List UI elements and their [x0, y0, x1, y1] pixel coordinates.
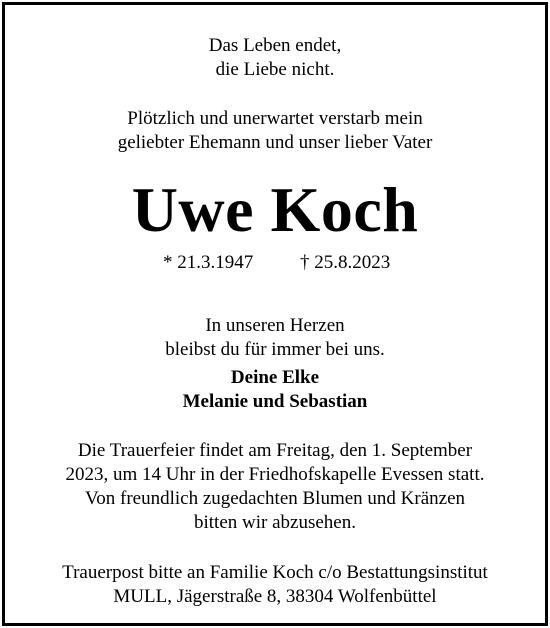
funeral-line-2: 2023, um 14 Uhr in der Friedhofskapelle Evessen statt.: [65, 464, 485, 485]
remembrance-line-1: In unseren Herzen: [205, 315, 345, 336]
intro-line-1: Plötzlich und unerwartet verstarb mein: [127, 108, 423, 129]
deceased-name: Uwe Koch: [131, 174, 419, 245]
funeral-line-3: Von freundlich zugedachten Blumen und Kränzen: [84, 488, 466, 509]
funeral-line-4: bitten wir abzusehen.: [194, 512, 356, 533]
contact-line-1: Trauerpost bitte an Familie Koch c/o Bestattungsinstitut: [62, 562, 488, 583]
death-date: † 25.8.2023: [300, 252, 391, 273]
motto-line-2: die Liebe nicht.: [215, 59, 335, 80]
intro-line-2: geliebter Ehemann und unser lieber Vater: [117, 132, 433, 153]
funeral-line-1: Die Trauerfeier findet am Freitag, den 1. September: [77, 440, 473, 461]
contact-line-2: MULL, Jägerstraße 8, 38304 Wolfenbüttel: [113, 586, 437, 607]
remembrance-line-2: bleibst du für immer bei uns.: [165, 339, 385, 360]
birth-date: * 21.3.1947: [163, 252, 254, 273]
motto-line-1: Das Leben endet,: [208, 35, 342, 56]
obituary-notice: [2, 2, 548, 626]
mourner-line-2: Melanie und Sebastian: [182, 391, 368, 412]
mourner-line-1: Deine Elke: [230, 367, 320, 388]
